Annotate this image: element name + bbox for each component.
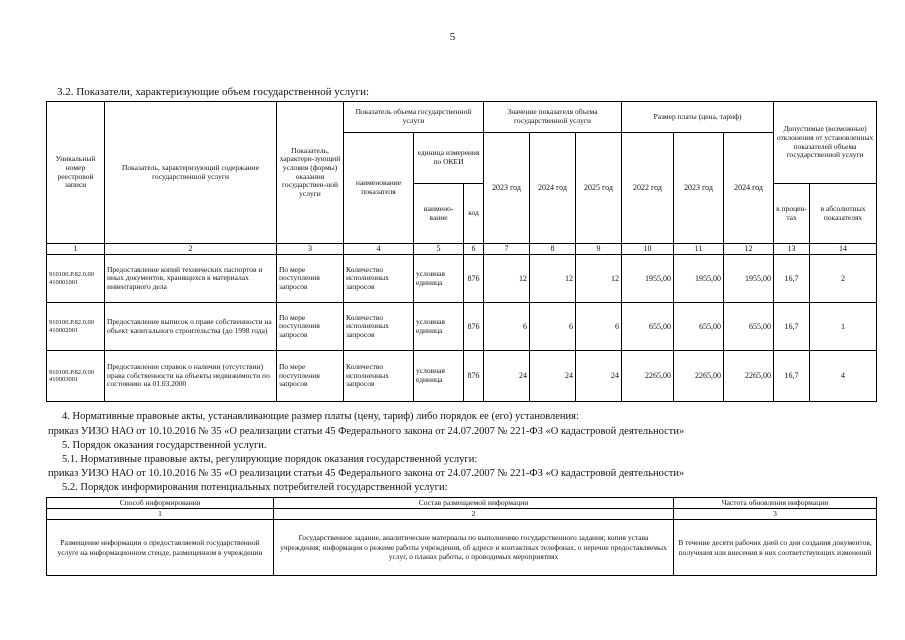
informing-table <box>46 497 877 576</box>
header-info-content: Состав размещаемой информации <box>274 498 674 509</box>
col-number: 4 <box>344 244 414 255</box>
header-fee: Размер платы (цена, тариф) <box>622 102 774 133</box>
col-number: 8 <box>530 244 576 255</box>
header-unit: единица измерения по ОКЕИ <box>414 133 484 184</box>
deviation-absolute: 4 <box>810 351 877 402</box>
col-number: 13 <box>774 244 810 255</box>
col-number: 11 <box>674 244 724 255</box>
paragraph-5-1: 5.1. Нормативные правовые акты, регулирующие порядок оказания государственной услуги: <box>62 454 478 465</box>
indicator-name: Количество исполненных запросов <box>344 255 414 303</box>
value-2025: 6 <box>576 303 622 351</box>
header-reg-num: Уникальный номер реестровой записи <box>47 102 105 244</box>
header-year-2024: 2024 год <box>530 133 576 244</box>
column-numbers-row <box>47 244 877 255</box>
fee-2023: 2265,00 <box>674 351 724 402</box>
header-unit-code: код <box>464 184 484 244</box>
info-method: Размещение информации о предоставляемой государственной услуге на информационном стенде, размещенном в учреждении <box>47 520 274 576</box>
deviation-percent: 16,7 <box>774 351 810 402</box>
unit-code: 876 <box>464 303 484 351</box>
header-content: Показатель, характеризующий содержание государственной услуги <box>105 102 277 244</box>
unit-name: условная единица <box>414 303 464 351</box>
fee-2022: 1955,00 <box>622 255 674 303</box>
table-row <box>47 255 877 303</box>
col-number: 3 <box>277 244 344 255</box>
page-number: 5 <box>449 31 456 43</box>
section-title: 3.2. Показатели, характеризующие объем государственной услуги: <box>57 86 370 98</box>
header-unit-name: наимено-вание <box>414 184 464 244</box>
service-content: Предоставление выписок о праве собственности на объект капитального строительства (до 1998 года) <box>105 303 277 351</box>
col-number: 6 <box>464 244 484 255</box>
col-number: 14 <box>810 244 877 255</box>
col-number: 10 <box>622 244 674 255</box>
paragraph-4-order: приказ УИЗО НАО от 10.10.2016 № 35 «О реализации статьи 45 Федерального закона от 24.07.2007 № 221-ФЗ «О кадастровой деятельности» <box>48 426 685 437</box>
service-condition: По мере поступления запросов <box>277 351 344 402</box>
value-2024: 6 <box>530 303 576 351</box>
header-volume: Показатель объема государственной услуги <box>344 102 484 133</box>
header-deviation: Допустимые (возможные) отклонения от установленных показателей объема государственной услуги <box>774 102 877 184</box>
header-fee-2023: 2023 год <box>674 133 724 244</box>
paragraph-5-2: 5.2. Порядок информирования потенциальных потребителей государственной услуги: <box>62 482 448 493</box>
col-number: 1 <box>47 244 105 255</box>
paragraph-5: 5. Порядок оказания государственной услуги. <box>62 440 267 451</box>
header-indicator-name: наименование показателя <box>344 133 414 244</box>
volume-indicators-table <box>46 101 877 402</box>
deviation-percent: 16,7 <box>774 255 810 303</box>
header-dev-abs: в абсолютных показателях <box>810 184 877 244</box>
service-condition: По мере поступления запросов <box>277 303 344 351</box>
col-number: 9 <box>576 244 622 255</box>
header-year-2025: 2025 год <box>576 133 622 244</box>
unit-name: условная единица <box>414 351 464 402</box>
deviation-absolute: 2 <box>810 255 877 303</box>
table-row <box>47 303 877 351</box>
fee-2024: 1955,00 <box>724 255 774 303</box>
indicator-name: Количество исполненных запросов <box>344 303 414 351</box>
header-conditions: Показатель, характери-зующий условия (формы) оказания государствен-ной услуги <box>277 102 344 244</box>
fee-2022: 655,00 <box>622 303 674 351</box>
service-content: Предоставление справок о наличии (отсутствии) права собственности на объекты недвижимости по состоянию на 01.03.2000 <box>105 351 277 402</box>
deviation-percent: 16,7 <box>774 303 810 351</box>
value-2025: 12 <box>576 255 622 303</box>
unit-code: 876 <box>464 255 484 303</box>
deviation-absolute: 1 <box>810 303 877 351</box>
service-condition: По мере поступления запросов <box>277 255 344 303</box>
col-number: 2 <box>274 509 674 520</box>
info-content: Государственное задание, аналитические материалы по выполнению государственного задания; копия устава учреждения; информация о режиме работы учреждения, об адресе и контактных телефонах, о перечне предоставляемых услуг, о планах работы, о проводимых мероприятиях <box>274 520 674 576</box>
header-fee-2024: 2024 год <box>724 133 774 244</box>
col-number: 5 <box>414 244 464 255</box>
fee-2024: 2265,00 <box>724 351 774 402</box>
value-2023: 24 <box>484 351 530 402</box>
registry-number: 910100.Р.82.0.00 410003001 <box>47 351 105 402</box>
header-dev-pct: в процен-тах <box>774 184 810 244</box>
col-number: 7 <box>484 244 530 255</box>
value-2023: 12 <box>484 255 530 303</box>
header-frequency: Частота обновления информации <box>674 498 877 509</box>
fee-2023: 655,00 <box>674 303 724 351</box>
value-2024: 24 <box>530 351 576 402</box>
header-fee-2022: 2022 год <box>622 133 674 244</box>
registry-number: 910100.Р.82.0.00 410001001 <box>47 255 105 303</box>
indicator-name: Количество исполненных запросов <box>344 351 414 402</box>
service-content: Предоставление копий технических паспортов и иных документов, хранящихся в материалах инвентарного дела <box>105 255 277 303</box>
col-number: 1 <box>47 509 274 520</box>
value-2025: 24 <box>576 351 622 402</box>
fee-2022: 2265,00 <box>622 351 674 402</box>
paragraph-4: 4. Нормативные правовые акты, устанавливающие размер платы (цену, тариф) либо порядок ее (его) установления: <box>62 411 579 422</box>
header-method: Способ информирования <box>47 498 274 509</box>
unit-code: 876 <box>464 351 484 402</box>
header-year-2023: 2023 год <box>484 133 530 244</box>
registry-number: 910100.Р.82.0.00 410002001 <box>47 303 105 351</box>
fee-2023: 1955,00 <box>674 255 724 303</box>
header-value: Значение показателя объема государственной услуги <box>484 102 622 133</box>
col-number: 2 <box>105 244 277 255</box>
fee-2024: 655,00 <box>724 303 774 351</box>
table-row <box>47 520 877 576</box>
col-number: 3 <box>674 509 877 520</box>
info-frequency: В течение десяти рабочих дней со дня создания документов, получения или внесения в них соответствующих изменений <box>674 520 877 576</box>
unit-name: условная единица <box>414 255 464 303</box>
value-2023: 6 <box>484 303 530 351</box>
paragraph-5-1-order: приказ УИЗО НАО от 10.10.2016 № 35 «О реализации статьи 45 Федерального закона от 24.07.2007 № 221-ФЗ «О кадастровой деятельности» <box>48 468 685 479</box>
table-row <box>47 351 877 402</box>
col-number: 12 <box>724 244 774 255</box>
value-2024: 12 <box>530 255 576 303</box>
